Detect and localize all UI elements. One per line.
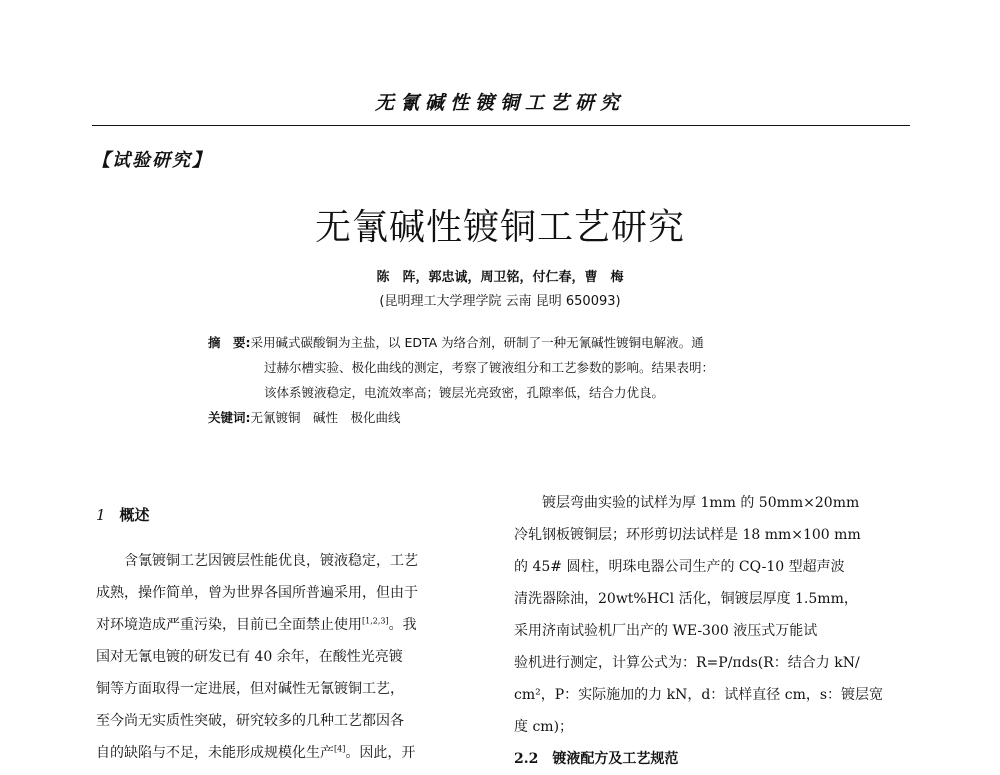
section-title: 概述: [119, 506, 150, 524]
body-line: 至今尚无实质性突破，研究较多的几种工艺都因各: [96, 713, 404, 729]
body-line: 清洗器除油，20wt%HCl 活化，铜镀层厚度 1.5mm，: [514, 591, 858, 607]
abstract: [208, 330, 793, 430]
body-line: 国对无氰电镀的研发已有 40 余年，在酸性光亮镀: [96, 649, 403, 665]
running-header: 无氰碱性镀铜工艺研究: [374, 92, 625, 114]
body-line: 含氰镀铜工艺因镀层性能优良，镀液稳定，工艺: [124, 553, 418, 569]
header-rule: [92, 125, 910, 126]
body-line: 冷轧钢板镀铜层；环形剪切法试样是 18 mm×100 mm: [514, 527, 861, 543]
paper-title: 无氰碱性镀铜工艺研究: [314, 207, 685, 249]
body-text: 。因此，开: [345, 745, 416, 761]
citation: [1,2,3]: [362, 616, 389, 626]
body-line: 验机进行测定，计算公式为：R=P/πds(R：结合力 kN/: [514, 655, 860, 671]
section-heading: [96, 499, 486, 531]
abstract-line: 该体系镀液稳定，电流效率高；镀层光亮致密，孔隙率低，结合力优良。: [264, 385, 665, 400]
body-text: 自的缺陷与不足，未能形成规模化生产: [96, 745, 334, 761]
keywords: 无氰镀铜 碱性 极化曲线: [250, 410, 401, 425]
body-text: 。我: [388, 617, 417, 633]
abstract-line: 过赫尔槽实验、极化曲线的测定，考察了镀液组分和工艺参数的影响。结果表明：: [264, 360, 715, 375]
body-line: [96, 737, 486, 769]
abstract-text: 采用碱式碳酸铜为主盐，以 EDTA 为络合剂，研制了一种无氰碱性镀铜电解液。通: [250, 335, 704, 350]
body-line: 采用济南试验机厂出产的 WE-300 液压式万能试: [514, 623, 818, 639]
body-line: 度 cm)；: [514, 719, 574, 735]
abstract-line: [208, 330, 793, 355]
right-column: [514, 487, 914, 775]
section-tag: 【试验研究】: [92, 150, 212, 171]
abstract-label: 摘 要:: [208, 335, 251, 350]
body-line: 镀层弯曲实验的试样为厚 1mm 的 50mm×20mm: [542, 495, 860, 511]
body-line: 的 45# 圆柱，明珠电器公司生产的 CQ-10 型超声波: [514, 559, 845, 575]
body-text: 对环境造成严重污染，目前已全面禁止使用: [96, 617, 362, 633]
body-line: 成熟，操作简单，曾为世界各国所普遍采用，但由于: [96, 585, 418, 601]
keywords-line: [208, 405, 793, 430]
keywords-label: 关键词:: [208, 410, 251, 425]
body-line: [96, 609, 486, 641]
body-line: cm²，P：实际施加的力 kN，d：试样直径 cm，s：镀层宽: [514, 687, 884, 703]
left-column: [96, 499, 486, 769]
section-number: 1: [96, 506, 106, 524]
body-line: 铜等方面取得一定进展，但对碱性无氰镀铜工艺，: [96, 681, 404, 697]
subsection-heading: 2.2 镀液配方及工艺规范: [514, 751, 679, 767]
affiliation: (昆明理工大学理学院 云南 昆明 650093): [379, 294, 621, 309]
authors: 陈 阵，郭忠诚，周卫铭，付仁春，曹 梅: [376, 270, 624, 285]
citation: [4]: [334, 744, 346, 754]
